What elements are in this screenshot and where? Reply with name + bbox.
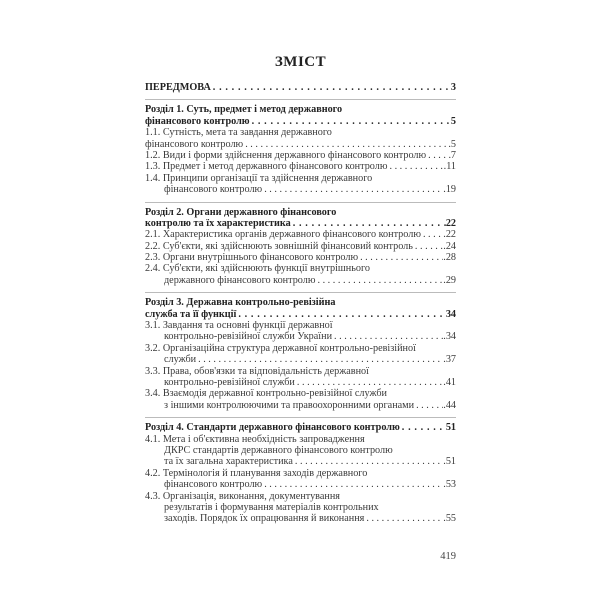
toc-entry [145, 400, 456, 411]
toc-page-number: 34 [445, 308, 456, 320]
toc-entry-line [145, 468, 456, 479]
toc-entry-text: 3.3. Права, обов'язки та відповідальність державної [145, 365, 369, 377]
toc-page-number: .24 [443, 240, 456, 252]
dot-leader [291, 218, 446, 229]
toc-entry [145, 150, 456, 161]
toc-entry-text: 4.2. Термінологія й планування заходів державного [145, 467, 368, 479]
toc-entry [145, 422, 456, 433]
dot-leader [332, 331, 443, 342]
toc-entry [145, 116, 456, 127]
toc-entry-line [145, 434, 456, 445]
toc-entry-line [145, 388, 456, 399]
toc-page-number: .41 [443, 376, 456, 388]
page-number: 419 [440, 551, 456, 562]
page-title: ЗМІСТ [274, 54, 327, 70]
toc-page-number: 5 [450, 115, 456, 127]
toc-entry-line [145, 207, 456, 218]
toc-entry-text: 1.2. Види і форми здійснення державного фінансового контролю [145, 149, 427, 161]
toc-entry-text: 2.1. Характеристика органів державного фінансового контролю [145, 229, 421, 241]
toc-entry-line [145, 263, 456, 274]
toc-entry-text: результатів і формування матеріалів контрольних [164, 501, 379, 513]
toc-entry-line [145, 502, 456, 513]
toc-section [145, 418, 456, 531]
toc-section [145, 203, 456, 294]
toc-entry-text: фінансового контролю [164, 184, 263, 196]
toc-page-number: .51 [443, 456, 456, 468]
toc-section [145, 78, 456, 100]
toc-page-number: .28 [443, 252, 456, 264]
dot-leader [400, 422, 446, 433]
toc-page-number: .5 [448, 138, 456, 150]
toc-section [145, 100, 456, 202]
toc-entry-text: Розділ 1. Суть, предмет і метод державного [145, 104, 343, 116]
toc-entry-text: державного фінансового контролю [164, 274, 316, 286]
dot-leader [295, 377, 443, 388]
toc-entry-line [145, 343, 456, 354]
toc-page-number: .19 [443, 184, 456, 196]
toc-entry-text: 2.3. Органи внутрішнього фінансового контролю [145, 252, 359, 264]
toc-entry-line [145, 104, 456, 115]
toc-page-number: .11 [443, 161, 456, 173]
toc-entry-text: контрольно-ревізійної служби [164, 376, 295, 388]
toc-entry [145, 309, 456, 320]
dot-leader [236, 309, 445, 320]
toc-entry-text: служба та її функції [145, 308, 237, 320]
toc-entry-text: 3.4. Взаємодія державної контрольно-ревізійної служби [145, 388, 387, 400]
toc-page-number: .44 [443, 399, 456, 411]
dot-leader [387, 161, 443, 172]
toc-entry [145, 513, 456, 524]
toc-page-number: 7 [450, 149, 456, 161]
toc-entry-text: з іншими контролюючими та правоохоронними органами [164, 399, 415, 411]
toc-entry-text: та їх загальна характеристика [164, 456, 293, 468]
toc-entry-text: 3.2. Організаційна структура державної контрольно-ревізійної [145, 342, 416, 354]
dot-leader [250, 116, 451, 127]
toc-page-number: .37 [443, 354, 456, 366]
dot-leader [413, 241, 443, 252]
toc-entry-text: фінансового контролю [145, 138, 244, 150]
toc-entry-line [145, 297, 456, 308]
toc-entry-text: ПЕРЕДМОВА [145, 82, 211, 93]
toc-entry-text: Розділ 4. Стандарти державного фінансового контролю [145, 422, 400, 434]
toc-entry-text: 2.4. Суб'єкти, які здійснюють функції внутрішнього [145, 263, 370, 275]
toc-entry-text: фінансового контролю [145, 115, 250, 127]
toc-entry-text: 1.1. Сутність, мета та завдання державного [145, 127, 332, 139]
dot-leader [315, 275, 443, 286]
toc-entry-line [145, 320, 456, 331]
dot-leader [262, 479, 443, 490]
toc-page-number: .34 [443, 331, 456, 343]
toc-entry [145, 139, 456, 150]
toc-entry-text: 1.3. Предмет і метод державного фінансового контролю [145, 161, 388, 173]
toc-page-number: .22 [443, 229, 456, 241]
toc-entry-text: контрольно-ревізійної служби України [164, 331, 333, 343]
toc-page-number: 22 [445, 217, 456, 229]
toc-entry-line [145, 127, 456, 138]
toc-entry-line [145, 445, 456, 456]
toc-entry [145, 82, 456, 93]
toc-entry-line [145, 491, 456, 502]
toc-entry-text: 4.1. Мета і об'єктивна необхідність запровадження [145, 433, 365, 445]
dot-leader [426, 150, 451, 161]
toc-entry-line [145, 366, 456, 377]
dot-leader [358, 252, 443, 263]
toc-entry [145, 229, 456, 240]
toc-entry [145, 241, 456, 252]
toc-page-number: 3 [450, 82, 456, 93]
toc-entry-text: ДКРС стандартів державного фінансового контролю [164, 444, 393, 456]
toc-entry-text: контролю та їх характеристика [145, 217, 291, 229]
toc-entry [145, 252, 456, 263]
toc-entry [145, 377, 456, 388]
toc-entry [145, 161, 456, 172]
toc-entry-text: Розділ 3. Державна контрольно-ревізійна [145, 297, 336, 309]
toc-entry [145, 184, 456, 195]
toc-entry-text: Розділ 2. Органи державного фінансового [145, 206, 337, 218]
toc-entry [145, 218, 456, 229]
dot-leader [421, 229, 443, 240]
dot-leader [243, 139, 448, 150]
toc-entry-text: 1.4. Принципи організації та здійснення державного [145, 172, 373, 184]
dot-leader [196, 354, 443, 365]
toc-entry-text: фінансового контролю [164, 479, 263, 491]
toc-page-number: .53 [443, 479, 456, 491]
toc-entry [145, 479, 456, 490]
toc-entry-text: заходів. Порядок їх опрацювання й виконання [164, 513, 365, 525]
toc-entry-text: служби [164, 354, 197, 366]
table-of-contents [145, 52, 456, 531]
toc-entry-line [145, 173, 456, 184]
toc-entry-text: 2.2. Суб'єкти, які здійснюють зовнішній фінансовий контроль [145, 240, 413, 252]
toc-page-number: .29 [443, 274, 456, 286]
toc-entry-text: 3.1. Завдання та основні функції державної [145, 320, 333, 332]
toc-entry-text: 4.3. Організація, виконання, документування [145, 490, 340, 502]
toc-body [145, 78, 456, 531]
dot-leader [262, 184, 443, 195]
toc-page-number: .55 [443, 513, 456, 525]
dot-leader [211, 82, 451, 93]
toc-entry [145, 456, 456, 467]
toc-entry [145, 275, 456, 286]
toc-entry [145, 354, 456, 365]
toc-entry [145, 331, 456, 342]
toc-section [145, 293, 456, 418]
dot-leader [414, 400, 443, 411]
toc-page-number: 51 [445, 422, 456, 434]
dot-leader [364, 513, 443, 524]
dot-leader [293, 456, 443, 467]
